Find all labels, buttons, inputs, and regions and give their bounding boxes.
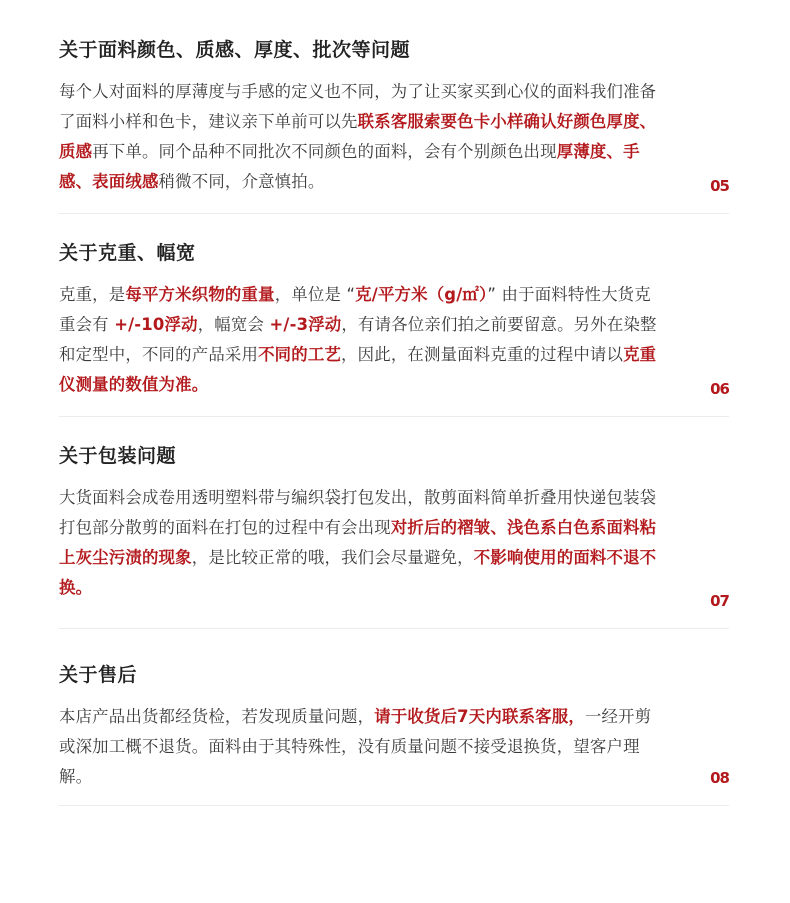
notice-section-after-sales [59, 662, 729, 806]
section-title: 关于面料颜色、质感、厚度、批次等问题 [59, 39, 411, 61]
section-title: 关于包装问题 [59, 445, 177, 467]
body-text: 再下单。同个品种不同批次不同颜色的面料，会有个别颜色出现 [92, 142, 557, 161]
notice-section-packaging [59, 443, 729, 629]
highlight-text: 不影响使用的面料不退不换。 [59, 548, 657, 597]
section-number: 06 [710, 380, 729, 398]
highlight-text: 厚薄度、手感、表面绒感 [59, 142, 640, 191]
highlight-text: 请于收货后7天内联系客服， [374, 707, 585, 726]
body-text: ，有请各位亲们拍之前要留意。另外在染整和定型中，不同的产品采用 [59, 315, 657, 364]
body-text: 本店产品出货都经货检，若发现质量问题， [59, 707, 375, 726]
highlight-text: +/-10浮动 [114, 315, 198, 334]
notice-section-weight-width [59, 240, 729, 417]
highlight-text: 克重仪测量的数值为准。 [59, 345, 657, 394]
section-title: 关于克重、幅宽 [59, 242, 196, 264]
section-body [59, 483, 664, 603]
body-text: 每个人对面料的厚薄度与手感的定义也不同，为了让买家买到心仪的面料我们准备了面料小样和色卡，建议亲下单前可以先 [59, 82, 657, 131]
body-text: 稍微不同，介意慎拍。 [158, 172, 325, 191]
section-body [59, 77, 664, 197]
section-number: 05 [710, 177, 729, 195]
section-title: 关于售后 [59, 664, 138, 686]
body-text: ，是比较正常的哦，我们会尽量避免， [191, 548, 474, 567]
highlight-text: 每平方米织物的重量 [125, 285, 275, 304]
section-body [59, 280, 664, 400]
body-text: ，单位是 “ [274, 285, 356, 304]
body-text: ” 由于面料特性大货克重会有 [59, 285, 651, 334]
body-text: 一经开剪或深加工概不退货。面料由于其特殊性，没有质量问题不接受退换货，望客户理解。 [59, 707, 652, 786]
section-number: 07 [710, 592, 729, 610]
body-text: 大货面料会成卷用透明塑料带与编织袋打包发出，散剪面料简单折叠用快递包装袋打包部分散剪的面料在打包的过程中有会出现 [59, 488, 657, 537]
highlight-text: 联系客服索要色卡小样确认好颜色厚度、质感 [59, 112, 657, 161]
body-text: ，因此，在测量面料克重的过程中请以 [341, 345, 624, 364]
section-body [59, 702, 664, 792]
highlight-text: 克/平方米（g/㎡） [355, 285, 488, 304]
body-text: ，幅宽会 [197, 315, 270, 334]
highlight-text: +/-3浮动 [269, 315, 342, 334]
section-number: 08 [710, 769, 729, 787]
notice-section-color-texture [59, 37, 729, 214]
highlight-text: 不同的工艺 [258, 345, 342, 364]
highlight-text: 对折后的褶皱、浅色系白色系面料粘上灰尘污渍的现象 [59, 518, 657, 567]
body-text: 克重，是 [59, 285, 126, 304]
